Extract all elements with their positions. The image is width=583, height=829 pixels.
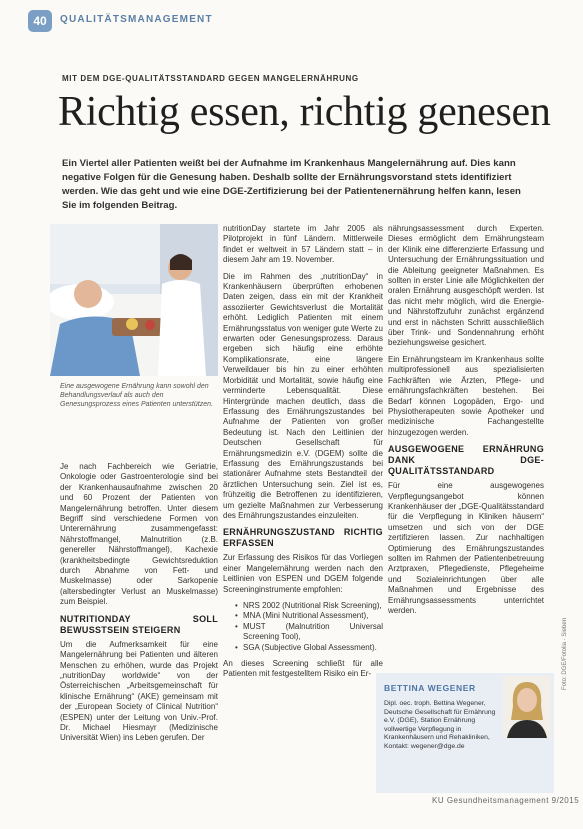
page-number-badge: 40: [28, 10, 52, 32]
author-name: BETTINA WEGENER: [384, 683, 476, 693]
column-3: [388, 224, 544, 622]
author-bio: Dipl. oec. troph. Bettina Wegener, Deutsche Gesellschaft für Ernährung e.V. (DGE), Station Ernährung vollwertige Verpflegung in Krankenhäusern und Rehakliniken, Kontakt: wegener@dge.de: [384, 700, 496, 750]
photo-credit: Foto: DGE/Fotolia · Sieben: [562, 617, 568, 690]
article-kicker: MIT DEM DGE-QUALITÄTSSTANDARD GEGEN MANGELERNÄHRUNG: [62, 74, 359, 83]
list-item: • MUST (Malnutrition Universal Screening Tool),: [235, 622, 383, 643]
paragraph: nährungsassessment durch Experten. Dieses ermöglicht dem Ernährungsteam der Klinik eine differenzierte Erfassung und Untersuchung der Ernährungssituation und die Ableitung geeigneter Maßnahmen. Es sollten in erster Linie alle Möglichkeiten der oralen Ernährung ausgeschöpft werden. Ist das nicht mehr möglich, wird die Energie- und Nährstoffzufuhr zunächst ergänzend und erst in nächsten Schritt ausschließlich über Trink- und Sondennahrung erhöht beziehungsweise gesichert.: [388, 224, 544, 348]
paragraph: Zur Erfassung des Risikos für das Vorliegen einer Mangelernährung werden nach den Leitlinien von ESPEN und DGEM folgende Screeninginstrumente empfohlen:: [223, 553, 383, 594]
paragraph: Ein Ernährungsteam im Krankenhaus sollte multiprofessionell aus spezialisierten Fachkräften wie Ärzten, Pflege- und ernährungsfachkräften bestehen. Bei Bedarf können Logopäden, Ergo- und Physiotherapeuten sowie Apotheker und medizinische Fachangestellte hinzugezogen werden.: [388, 354, 544, 437]
article-photo: [50, 224, 218, 376]
paragraph: An dieses Screening schließt für alle Patienten mit festgestelltem Risiko ein Er-: [223, 659, 383, 679]
photo-caption: Eine ausgewogene Ernährung kann sowohl den Behandlungsverlauf als auch den Genesungsprozess eines Patienten unterstützen.: [60, 383, 213, 408]
screening-list: [235, 601, 383, 653]
article-intro: Ein Viertel aller Patienten weißt bei der Aufnahme im Krankenhaus Mangelernährung auf. Dies kann negative Folgen für die Genesung haben. Deshalb sollte der Ernährungsvorstand stets identifiziert werden. Wie das geht und wie eine DGE-Zertifizierung bei der Patientenernährung helfen kann, lesen Sie im folgenden Beitrag.: [62, 158, 521, 211]
footer-magazine: KU Gesundheitsmanagement 9/2015: [432, 796, 580, 805]
list-item: • MNA (Mini Nutritional Assessment),: [235, 611, 383, 621]
paragraph: Die im Rahmen des „nutritionDay“ in Krankenhäusern überprüften erhobenen Daten zeigen, dass ein mit der Krankheit assoziierter Gewichtsverlust die Mortalität erhöht. Lediglich Patienten mit einem Ernährungsstatus von weniger gute Werte zu erwarten oder Genesungsprozess. Daraus ergeben sich häufig eine erhöhte Komplikationsrate, eine längere Verweildauer bis hin zu einer erhöhten Morbidität und Mortalität, sowie häufig eine verminderte Lebensqualität. Diese Hintergründe machen deutlich, dass die Erfassung des Ernährungszustandes bei Aufnahme der Patienten von großer Bedeutung ist. Nach den Leitlinien der Deutschen Gesellschaft für Ernährungsmedizin e.V. (DGEM) sollte die Erfassung des Ernährungszustands bei stationärer Aufnahme stets Bestandteil der ärztlichen Untersuchung sein. Ziel ist es, frühzeitig die Betroffenen zu identifizieren, um gezielte Maßnahmen zur Verbesserung des Ernährungszustandes einzuleiten.: [223, 271, 383, 520]
column-1: [60, 462, 218, 750]
section-label: QUALITÄTSMANAGEMENT: [60, 14, 213, 25]
subheading: AUSGEWOGENE ERNÄHRUNG DANK DGE-QUALITÄTSSTANDARD: [388, 444, 544, 477]
article-headline: Richtig essen, richtig genesen: [58, 89, 551, 135]
paragraph: Für eine ausgewogenes Verpflegungsangebot können Krankenhäuser der „DGE-Qualitätsstandard für die Verpflegung in Kliniken häusern“ umsetzen und sich von der DGE zertifizieren lassen. Zur nachhaltigen Optimierung des Ernährungszustandes sollten im Rahmen der Patientenbetreuung Arztpraxen, Pflegedienste, Pflegeheime und Sozialeinrichtungen über alle Maßnahmen und Ergebnisse des Ernährungsassessments unterrichtet werden.: [388, 481, 544, 615]
list-item: • SGA (Subjective Global Assessment).: [235, 643, 383, 653]
paragraph: Um die Aufmerksamkeit für eine Mangelernährung bei Patienten und älteren Menschen zu erhöhen, wurde das Projekt „nutritionDay worldwide“ von der Österreichischen „Arbeitsgemeinschaft für klinische Ernährung“ (AKE) gemeinsam mit der „European Society of Clinical Nutrition“ (ESPEN) unter der Leitung von Univ.-Prof. Dr. Michael Hiesmayr (Medizinische Universität Wien) ins Leben gerufen. Der: [60, 639, 218, 743]
list-item: • NRS 2002 (Nutritional Risk Screening),: [235, 601, 383, 611]
column-2: [223, 224, 383, 686]
paragraph: Je nach Fachbereich wie Geriatrie, Onkologie oder Gastroenterologie sind bei der Krankenhausaufnahme zwischen 20 und 60 Prozent der Patienten von Mangelernährung betroffen. Unter diesem Begriff sind verschiedene Formen von Unterernährung zusammengefasst: Nährstoffmangel, Malnutrition (z.B. genereller Nährstoffmangel), Kachexie (krankheitsbedingte Gewichtsreduktion durch Abnahme von Fett- und Muskelmasse) oder Sarkopenie (altersbedingter Verlust an Muskelmasse) zum Beispiel.: [60, 462, 218, 607]
author-portrait: [503, 676, 551, 738]
subheading: NUTRITIONDAY SOLL BEWUSSTSEIN STEIGERN: [60, 613, 218, 635]
subheading: ERNÄHRUNGSZUSTAND RICHTIG ERFASSEN: [223, 527, 383, 549]
paragraph: nutritionDay startete im Jahr 2005 als Pilotprojekt in fünf Ländern. Mittlerweile findet er weltweit in 57 Ländern statt – in diesem Jahr am 19. November.: [223, 224, 383, 265]
